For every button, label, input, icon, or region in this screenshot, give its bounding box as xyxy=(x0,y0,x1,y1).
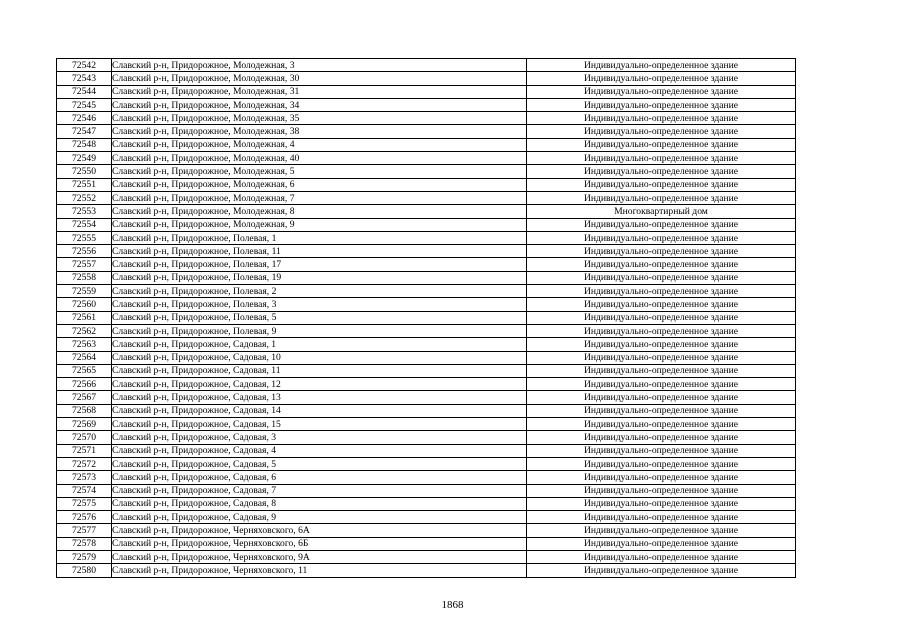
table-row xyxy=(57,391,796,404)
record-id-cell: 72575 xyxy=(57,497,112,510)
object-type-cell: Индивидуально-определенное здание xyxy=(527,285,796,298)
record-id-cell: 72573 xyxy=(57,471,112,484)
record-id-cell: 72551 xyxy=(57,178,112,191)
object-type-cell: Индивидуально-определенное здание xyxy=(527,98,796,111)
object-type-cell: Индивидуально-определенное здание xyxy=(527,404,796,417)
object-type-cell: Индивидуально-определенное здание xyxy=(527,511,796,524)
object-type-cell: Многоквартирный дом xyxy=(527,205,796,218)
record-id-cell: 72569 xyxy=(57,418,112,431)
address-cell: Славский р-н, Придорожное, Полевая, 2 xyxy=(112,285,527,298)
record-id-cell: 72565 xyxy=(57,364,112,377)
address-cell: Славский р-н, Придорожное, Молодежная, 5 xyxy=(112,165,527,178)
record-id-cell: 72570 xyxy=(57,431,112,444)
record-id-cell: 72544 xyxy=(57,85,112,98)
record-id-cell: 72574 xyxy=(57,484,112,497)
object-type-cell: Индивидуально-определенное здание xyxy=(527,218,796,231)
object-type-cell: Индивидуально-определенное здание xyxy=(527,258,796,271)
record-id-cell: 72564 xyxy=(57,351,112,364)
address-cell: Славский р-н, Придорожное, Садовая, 15 xyxy=(112,418,527,431)
table-row xyxy=(57,138,796,151)
table-row xyxy=(57,550,796,563)
object-type-cell: Индивидуально-определенное здание xyxy=(527,112,796,125)
table-row xyxy=(57,311,796,324)
page-number: 1868 xyxy=(441,599,464,611)
object-type-cell: Индивидуально-определенное здание xyxy=(527,378,796,391)
address-cell: Славский р-н, Придорожное, Садовая, 5 xyxy=(112,457,527,470)
table-row xyxy=(57,484,796,497)
table-row xyxy=(57,404,796,417)
address-cell: Славский р-н, Придорожное, Садовая, 8 xyxy=(112,497,527,510)
address-cell: Славский р-н, Придорожное, Полевая, 3 xyxy=(112,298,527,311)
record-id-cell: 72549 xyxy=(57,152,112,165)
object-type-cell: Индивидуально-определенное здание xyxy=(527,537,796,550)
object-type-cell: Индивидуально-определенное здание xyxy=(527,550,796,563)
table-row xyxy=(57,364,796,377)
address-cell: Славский р-н, Придорожное, Молодежная, 40 xyxy=(112,152,527,165)
address-cell: Славский р-н, Придорожное, Полевая, 1 xyxy=(112,231,527,244)
object-type-cell: Индивидуально-определенное здание xyxy=(527,59,796,72)
address-cell: Славский р-н, Придорожное, Молодежная, 8 xyxy=(112,205,527,218)
table-row xyxy=(57,431,796,444)
record-id-cell: 72553 xyxy=(57,205,112,218)
record-id-cell: 72543 xyxy=(57,72,112,85)
record-id-cell: 72560 xyxy=(57,298,112,311)
table-row xyxy=(57,191,796,204)
table-row xyxy=(57,258,796,271)
record-id-cell: 72572 xyxy=(57,457,112,470)
object-type-cell: Индивидуально-определенное здание xyxy=(527,457,796,470)
address-cell: Славский р-н, Придорожное, Садовая, 1 xyxy=(112,338,527,351)
address-cell: Славский р-н, Придорожное, Полевая, 9 xyxy=(112,324,527,337)
table-row xyxy=(57,218,796,231)
table-row xyxy=(57,524,796,537)
object-type-cell: Индивидуально-определенное здание xyxy=(527,152,796,165)
record-id-cell: 72550 xyxy=(57,165,112,178)
table-row xyxy=(57,165,796,178)
address-cell: Славский р-н, Придорожное, Молодежная, 6 xyxy=(112,178,527,191)
table-row xyxy=(57,418,796,431)
record-id-cell: 72577 xyxy=(57,524,112,537)
record-id-cell: 72567 xyxy=(57,391,112,404)
record-id-cell: 72580 xyxy=(57,564,112,577)
address-cell: Славский р-н, Придорожное, Полевая, 17 xyxy=(112,258,527,271)
address-cell: Славский р-н, Придорожное, Молодежная, 31 xyxy=(112,85,527,98)
address-cell: Славский р-н, Придорожное, Садовая, 10 xyxy=(112,351,527,364)
record-id-cell: 72561 xyxy=(57,311,112,324)
table-row xyxy=(57,72,796,85)
record-id-cell: 72547 xyxy=(57,125,112,138)
record-id-cell: 72579 xyxy=(57,550,112,563)
address-cell: Славский р-н, Придорожное, Молодежная, 4 xyxy=(112,138,527,151)
object-type-cell: Индивидуально-определенное здание xyxy=(527,484,796,497)
object-type-cell: Индивидуально-определенное здание xyxy=(527,72,796,85)
record-id-cell: 72556 xyxy=(57,245,112,258)
address-cell: Славский р-н, Придорожное, Садовая, 3 xyxy=(112,431,527,444)
address-cell: Славский р-н, Придорожное, Садовая, 12 xyxy=(112,378,527,391)
table-row xyxy=(57,178,796,191)
address-cell: Славский р-н, Придорожное, Молодежная, 3 xyxy=(112,59,527,72)
table-row xyxy=(57,112,796,125)
object-type-cell: Индивидуально-определенное здание xyxy=(527,271,796,284)
record-id-cell: 72571 xyxy=(57,444,112,457)
object-type-cell: Индивидуально-определенное здание xyxy=(527,418,796,431)
object-type-cell: Индивидуально-определенное здание xyxy=(527,311,796,324)
record-id-cell: 72559 xyxy=(57,285,112,298)
object-type-cell: Индивидуально-определенное здание xyxy=(527,298,796,311)
object-type-cell: Индивидуально-определенное здание xyxy=(527,364,796,377)
object-type-cell: Индивидуально-определенное здание xyxy=(527,245,796,258)
address-cell: Славский р-н, Придорожное, Молодежная, 9 xyxy=(112,218,527,231)
table-row xyxy=(57,85,796,98)
address-cell: Славский р-н, Придорожное, Молодежная, 35 xyxy=(112,112,527,125)
address-cell: Славский р-н, Придорожное, Черняховского, 6Б xyxy=(112,537,527,550)
table-row xyxy=(57,338,796,351)
record-id-cell: 72568 xyxy=(57,404,112,417)
table-row xyxy=(57,378,796,391)
record-id-cell: 72542 xyxy=(57,59,112,72)
table-row xyxy=(57,298,796,311)
address-cell: Славский р-н, Придорожное, Садовая, 6 xyxy=(112,471,527,484)
object-type-cell: Индивидуально-определенное здание xyxy=(527,324,796,337)
record-id-cell: 72563 xyxy=(57,338,112,351)
address-cell: Славский р-н, Придорожное, Молодежная, 34 xyxy=(112,98,527,111)
record-id-cell: 72545 xyxy=(57,98,112,111)
table-row xyxy=(57,205,796,218)
object-type-cell: Индивидуально-определенное здание xyxy=(527,564,796,577)
object-type-cell: Индивидуально-определенное здание xyxy=(527,178,796,191)
table-row xyxy=(57,271,796,284)
object-type-cell: Индивидуально-определенное здание xyxy=(527,138,796,151)
record-id-cell: 72566 xyxy=(57,378,112,391)
record-id-cell: 72562 xyxy=(57,324,112,337)
table-row xyxy=(57,59,796,72)
table-row xyxy=(57,497,796,510)
object-type-cell: Индивидуально-определенное здание xyxy=(527,85,796,98)
property-register-table xyxy=(56,58,796,578)
object-type-cell: Индивидуально-определенное здание xyxy=(527,431,796,444)
table-row xyxy=(57,324,796,337)
object-type-cell: Индивидуально-определенное здание xyxy=(527,351,796,364)
table-row xyxy=(57,98,796,111)
table-row xyxy=(57,471,796,484)
record-id-cell: 72576 xyxy=(57,511,112,524)
table-row xyxy=(57,152,796,165)
address-cell: Славский р-н, Придорожное, Садовая, 11 xyxy=(112,364,527,377)
object-type-cell: Индивидуально-определенное здание xyxy=(527,444,796,457)
table-row xyxy=(57,564,796,577)
table-row xyxy=(57,511,796,524)
address-cell: Славский р-н, Придорожное, Черняховского, 6А xyxy=(112,524,527,537)
address-cell: Славский р-н, Придорожное, Полевая, 11 xyxy=(112,245,527,258)
record-id-cell: 72555 xyxy=(57,231,112,244)
address-cell: Славский р-н, Придорожное, Садовая, 14 xyxy=(112,404,527,417)
table-row xyxy=(57,125,796,138)
address-cell: Славский р-н, Придорожное, Садовая, 13 xyxy=(112,391,527,404)
record-id-cell: 72552 xyxy=(57,191,112,204)
address-cell: Славский р-н, Придорожное, Черняховского, 11 xyxy=(112,564,527,577)
table-row xyxy=(57,351,796,364)
address-cell: Славский р-н, Придорожное, Полевая, 19 xyxy=(112,271,527,284)
table-row xyxy=(57,444,796,457)
object-type-cell: Индивидуально-определенное здание xyxy=(527,338,796,351)
address-cell: Славский р-н, Придорожное, Черняховского, 9А xyxy=(112,550,527,563)
record-id-cell: 72557 xyxy=(57,258,112,271)
table-row xyxy=(57,245,796,258)
object-type-cell: Индивидуально-определенное здание xyxy=(527,231,796,244)
table-row xyxy=(57,537,796,550)
record-id-cell: 72548 xyxy=(57,138,112,151)
address-cell: Славский р-н, Придорожное, Садовая, 9 xyxy=(112,511,527,524)
record-id-cell: 72554 xyxy=(57,218,112,231)
object-type-cell: Индивидуально-определенное здание xyxy=(527,524,796,537)
object-type-cell: Индивидуально-определенное здание xyxy=(527,391,796,404)
record-id-cell: 72546 xyxy=(57,112,112,125)
table-row xyxy=(57,285,796,298)
table-body xyxy=(57,59,796,578)
object-type-cell: Индивидуально-определенное здание xyxy=(527,497,796,510)
object-type-cell: Индивидуально-определенное здание xyxy=(527,165,796,178)
record-id-cell: 72558 xyxy=(57,271,112,284)
address-cell: Славский р-н, Придорожное, Садовая, 4 xyxy=(112,444,527,457)
object-type-cell: Индивидуально-определенное здание xyxy=(527,471,796,484)
table-row xyxy=(57,457,796,470)
object-type-cell: Индивидуально-определенное здание xyxy=(527,191,796,204)
address-cell: Славский р-н, Придорожное, Полевая, 5 xyxy=(112,311,527,324)
address-cell: Славский р-н, Придорожное, Молодежная, 7 xyxy=(112,191,527,204)
table-row xyxy=(57,231,796,244)
address-cell: Славский р-н, Придорожное, Молодежная, 38 xyxy=(112,125,527,138)
address-cell: Славский р-н, Придорожное, Садовая, 7 xyxy=(112,484,527,497)
object-type-cell: Индивидуально-определенное здание xyxy=(527,125,796,138)
record-id-cell: 72578 xyxy=(57,537,112,550)
address-cell: Славский р-н, Придорожное, Молодежная, 30 xyxy=(112,72,527,85)
